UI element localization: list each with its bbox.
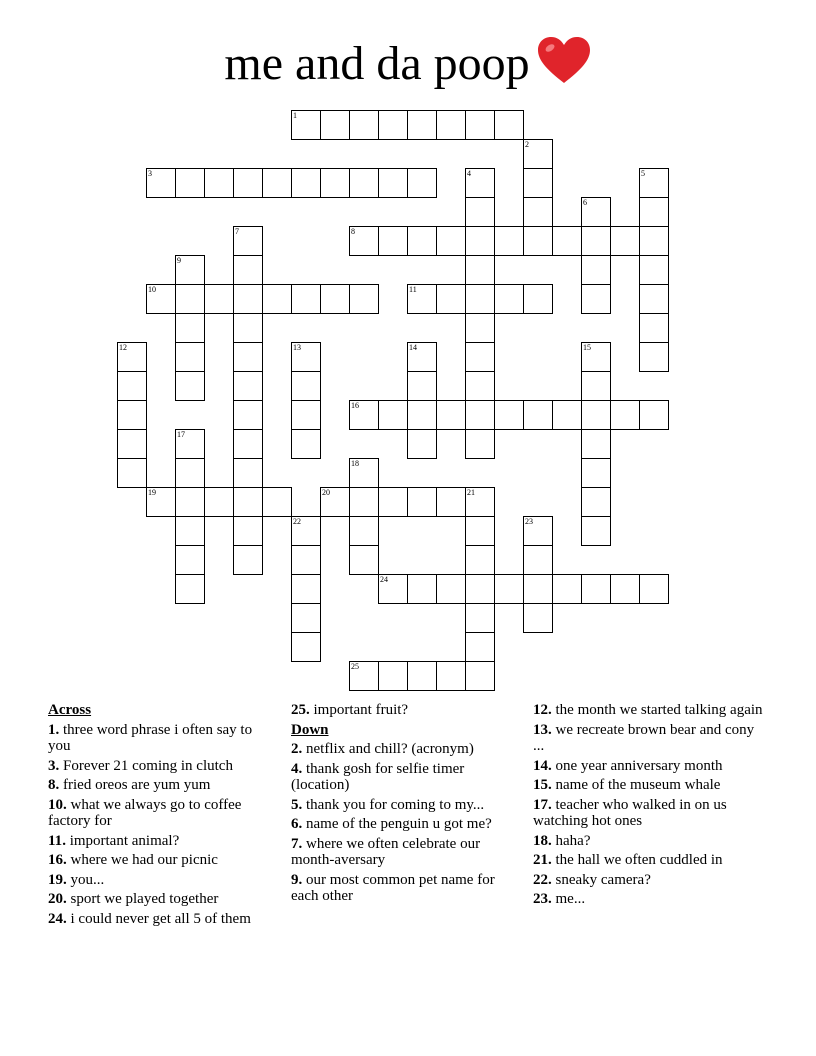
- grid-cell[interactable]: [465, 284, 495, 314]
- grid-cell[interactable]: [146, 168, 176, 198]
- clue-text: what we always go to coffee factory for: [48, 796, 242, 829]
- grid-cell[interactable]: [262, 168, 292, 198]
- clue-text: the hall we often cuddled in: [555, 852, 723, 868]
- grid-cell[interactable]: [407, 574, 437, 604]
- grid-cell[interactable]: [291, 603, 321, 633]
- grid-cell[interactable]: [581, 197, 611, 227]
- grid-cell[interactable]: [291, 371, 321, 401]
- grid-cell[interactable]: [233, 226, 263, 256]
- grid-cell[interactable]: [146, 487, 176, 517]
- grid-cell[interactable]: [465, 429, 495, 459]
- grid-cell[interactable]: [465, 342, 495, 372]
- grid-cell[interactable]: [581, 487, 611, 517]
- grid-cell[interactable]: [407, 487, 437, 517]
- cell-number: 4: [467, 169, 471, 178]
- grid-cell[interactable]: [639, 313, 669, 343]
- cell-number: 6: [583, 198, 587, 207]
- clue-number: 13.: [533, 721, 556, 738]
- grid-cell[interactable]: [523, 168, 553, 198]
- grid-cell[interactable]: [407, 284, 437, 314]
- clue-text: sport we played together: [70, 891, 219, 907]
- grid-cell[interactable]: [407, 429, 437, 459]
- clue-text: sneaky camera?: [555, 871, 651, 888]
- across-heading: Across: [48, 702, 92, 718]
- grid-cell[interactable]: [552, 574, 582, 604]
- cell-number: 13: [293, 343, 301, 352]
- grid-cell[interactable]: [291, 342, 321, 372]
- grid-cell[interactable]: [523, 574, 553, 604]
- across-clue: [48, 911, 278, 928]
- clue-text: where we had our picnic: [70, 852, 218, 868]
- grid-cell[interactable]: [465, 110, 495, 140]
- clue-text: Forever 21 coming in clutch: [63, 757, 233, 774]
- grid-cell[interactable]: [117, 429, 147, 459]
- cell-number: 23: [525, 517, 533, 526]
- grid-cell[interactable]: [233, 371, 263, 401]
- clue-number: 2.: [291, 741, 306, 757]
- grid-cell[interactable]: [175, 545, 205, 575]
- down-clue: [291, 761, 521, 794]
- grid-cell[interactable]: [117, 371, 147, 401]
- clue-number: 5.: [291, 796, 306, 813]
- clue-text: thank you for coming to my...: [306, 796, 485, 813]
- grid-cell[interactable]: [291, 284, 321, 314]
- grid-cell[interactable]: [175, 516, 205, 546]
- cell-number: 1: [293, 111, 297, 120]
- down-heading: Down: [291, 721, 329, 738]
- grid-cell[interactable]: [349, 400, 379, 430]
- grid-cell[interactable]: [204, 168, 234, 198]
- grid-cell[interactable]: [233, 487, 263, 517]
- grid-cell[interactable]: [639, 226, 669, 256]
- clue-number: 7.: [291, 835, 306, 852]
- clue-text: three word phrase i often say to you: [48, 721, 253, 754]
- cell-number: 16: [351, 401, 359, 410]
- clues-column-2: [291, 702, 521, 908]
- grid-cell[interactable]: [436, 574, 466, 604]
- cell-number: 18: [351, 459, 359, 468]
- clue-number: 24.: [48, 910, 71, 927]
- clue-number: 19.: [48, 871, 71, 888]
- grid-cell[interactable]: [320, 110, 350, 140]
- grid-cell[interactable]: [291, 110, 321, 140]
- across-clue: [48, 777, 278, 794]
- clue-number: 8.: [48, 777, 63, 793]
- grid-cell[interactable]: [233, 342, 263, 372]
- cell-number: 9: [177, 256, 181, 265]
- down-clue: [533, 758, 763, 775]
- grid-cell[interactable]: [552, 400, 582, 430]
- down-clue: [533, 777, 763, 794]
- grid-cell[interactable]: [465, 661, 495, 691]
- grid-cell[interactable]: [436, 487, 466, 517]
- cell-number: 20: [322, 488, 330, 497]
- grid-cell[interactable]: [494, 226, 524, 256]
- grid-cell[interactable]: [407, 342, 437, 372]
- clue-number: 18.: [533, 832, 556, 849]
- grid-cell[interactable]: [465, 400, 495, 430]
- down-clue: [533, 852, 763, 869]
- grid-cell[interactable]: [204, 284, 234, 314]
- down-clue: [533, 872, 763, 889]
- clue-text: fried oreos are yum yum: [63, 777, 211, 793]
- grid-cell[interactable]: [581, 429, 611, 459]
- cell-number: 19: [148, 488, 156, 497]
- down-clue: [533, 722, 763, 755]
- grid-cell[interactable]: [581, 255, 611, 285]
- grid-cell[interactable]: [291, 516, 321, 546]
- clue-number: 15.: [533, 777, 556, 793]
- grid-cell[interactable]: [494, 400, 524, 430]
- across-clue: [291, 702, 521, 719]
- grid-cell[interactable]: [175, 371, 205, 401]
- cell-number: 3: [148, 169, 152, 178]
- grid-cell[interactable]: [320, 168, 350, 198]
- grid-cell[interactable]: [349, 110, 379, 140]
- grid-cell[interactable]: [175, 168, 205, 198]
- clue-text: where we often celebrate our month-aversary: [291, 835, 481, 868]
- grid-cell[interactable]: [639, 574, 669, 604]
- grid-cell[interactable]: [407, 226, 437, 256]
- grid-cell[interactable]: [523, 545, 553, 575]
- grid-cell[interactable]: [233, 400, 263, 430]
- grid-cell[interactable]: [291, 168, 321, 198]
- grid-cell[interactable]: [175, 487, 205, 517]
- cell-number: 15: [583, 343, 591, 352]
- grid-cell[interactable]: [407, 168, 437, 198]
- clue-number: 12.: [533, 702, 556, 718]
- grid-cell[interactable]: [175, 284, 205, 314]
- grid-cell[interactable]: [378, 574, 408, 604]
- down-clue: [291, 797, 521, 814]
- grid-cell[interactable]: [436, 284, 466, 314]
- clue-text: our most common pet name for each other: [291, 871, 495, 904]
- grid-cell[interactable]: [291, 632, 321, 662]
- grid-cell[interactable]: [349, 458, 379, 488]
- clue-number: 22.: [533, 871, 556, 888]
- grid-cell[interactable]: [117, 400, 147, 430]
- grid-cell[interactable]: [465, 632, 495, 662]
- grid-cell[interactable]: [639, 168, 669, 198]
- clue-number: 21.: [533, 852, 556, 868]
- grid-cell[interactable]: [378, 487, 408, 517]
- grid-cell[interactable]: [494, 110, 524, 140]
- grid-cell[interactable]: [465, 226, 495, 256]
- grid-cell[interactable]: [639, 342, 669, 372]
- cell-number: 7: [235, 227, 239, 236]
- clue-text: you...: [70, 871, 105, 888]
- grid-cell[interactable]: [175, 574, 205, 604]
- grid-cell[interactable]: [291, 400, 321, 430]
- across-clue: [48, 872, 278, 889]
- grid-cell[interactable]: [233, 458, 263, 488]
- page-title: [0, 34, 816, 94]
- grid-cell[interactable]: [610, 226, 640, 256]
- grid-cell[interactable]: [378, 400, 408, 430]
- grid-cell[interactable]: [349, 545, 379, 575]
- down-clue: [291, 836, 521, 869]
- clue-text: haha?: [555, 832, 591, 849]
- clues-column-3: [533, 702, 763, 911]
- grid-cell[interactable]: [465, 574, 495, 604]
- grid-cell[interactable]: [378, 110, 408, 140]
- down-clue: [533, 702, 763, 719]
- grid-cell[interactable]: [349, 168, 379, 198]
- clue-number: 16.: [48, 852, 71, 868]
- grid-cell[interactable]: [117, 458, 147, 488]
- grid-cell[interactable]: [436, 661, 466, 691]
- grid-cell[interactable]: [233, 255, 263, 285]
- grid-cell[interactable]: [175, 429, 205, 459]
- grid-cell[interactable]: [233, 284, 263, 314]
- grid-cell[interactable]: [523, 400, 553, 430]
- cell-number: 24: [380, 575, 388, 584]
- grid-cell[interactable]: [378, 661, 408, 691]
- grid-cell[interactable]: [523, 197, 553, 227]
- grid-cell[interactable]: [639, 255, 669, 285]
- grid-cell[interactable]: [320, 284, 350, 314]
- cell-number: 17: [177, 430, 185, 439]
- grid-cell[interactable]: [523, 139, 553, 169]
- grid-cell[interactable]: [639, 400, 669, 430]
- grid-cell[interactable]: [262, 284, 292, 314]
- cell-number: 14: [409, 343, 417, 352]
- clue-number: 3.: [48, 757, 63, 774]
- grid-cell[interactable]: [291, 429, 321, 459]
- grid-cell[interactable]: [436, 110, 466, 140]
- grid-cell[interactable]: [465, 371, 495, 401]
- across-clue: [48, 891, 278, 908]
- cell-number: 21: [467, 488, 475, 497]
- grid-cell[interactable]: [233, 516, 263, 546]
- grid-cell[interactable]: [407, 661, 437, 691]
- grid-cell[interactable]: [581, 458, 611, 488]
- grid-cell[interactable]: [407, 400, 437, 430]
- clue-number: 11.: [48, 832, 70, 849]
- clue-number: 17.: [533, 796, 556, 813]
- grid-cell[interactable]: [581, 371, 611, 401]
- grid-cell[interactable]: [639, 197, 669, 227]
- grid-cell[interactable]: [581, 574, 611, 604]
- title-text: me and da poop: [224, 37, 530, 90]
- grid-cell[interactable]: [581, 342, 611, 372]
- grid-cell[interactable]: [233, 313, 263, 343]
- clue-number: 9.: [291, 871, 306, 888]
- grid-cell[interactable]: [465, 487, 495, 517]
- clue-number: 23.: [533, 891, 556, 907]
- cell-number: 12: [119, 343, 127, 352]
- cell-number: 5: [641, 169, 645, 178]
- grid-cell[interactable]: [523, 226, 553, 256]
- clues-column-1: [48, 702, 278, 930]
- clue-text: teacher who walked in on us watching hot ones: [533, 796, 727, 829]
- across-clue: [48, 797, 278, 830]
- clue-text: me...: [555, 891, 586, 907]
- grid-cell[interactable]: [639, 284, 669, 314]
- clue-number: 14.: [533, 757, 556, 774]
- grid-cell[interactable]: [465, 168, 495, 198]
- grid-cell[interactable]: [233, 545, 263, 575]
- grid-cell[interactable]: [291, 574, 321, 604]
- clue-text: important fruit?: [313, 702, 409, 718]
- grid-cell[interactable]: [349, 226, 379, 256]
- down-clue: [533, 833, 763, 850]
- grid-cell[interactable]: [117, 342, 147, 372]
- grid-cell[interactable]: [262, 487, 292, 517]
- grid-cell[interactable]: [320, 487, 350, 517]
- grid-cell[interactable]: [523, 516, 553, 546]
- clue-text: the month we started talking again: [555, 702, 763, 718]
- grid-cell[interactable]: [204, 487, 234, 517]
- clue-text: name of the penguin u got me?: [306, 816, 492, 832]
- across-clue: [48, 833, 278, 850]
- grid-cell[interactable]: [378, 168, 408, 198]
- clue-text: we recreate brown bear and cony ...: [533, 721, 755, 754]
- grid-cell[interactable]: [175, 255, 205, 285]
- down-clue: [533, 797, 763, 830]
- clue-number: 20.: [48, 891, 71, 907]
- down-clue: [291, 741, 521, 758]
- clue-text: thank gosh for selfie timer (location): [291, 760, 465, 793]
- cell-number: 8: [351, 227, 355, 236]
- red-heart-icon: [536, 35, 592, 85]
- clue-number: 6.: [291, 816, 306, 832]
- grid-cell[interactable]: [465, 255, 495, 285]
- grid-cell[interactable]: [436, 400, 466, 430]
- grid-cell[interactable]: [494, 574, 524, 604]
- cell-number: 11: [409, 285, 417, 294]
- grid-cell[interactable]: [349, 516, 379, 546]
- grid-cell[interactable]: [349, 284, 379, 314]
- grid-cell[interactable]: [233, 429, 263, 459]
- clue-number: 10.: [48, 796, 71, 813]
- clue-text: netflix and chill? (acronym): [306, 741, 474, 757]
- grid-cell[interactable]: [494, 284, 524, 314]
- clue-text: one year anniversary month: [555, 757, 723, 774]
- grid-cell[interactable]: [175, 313, 205, 343]
- grid-cell[interactable]: [465, 197, 495, 227]
- clue-text: name of the museum whale: [555, 777, 721, 793]
- grid-cell[interactable]: [465, 603, 495, 633]
- clue-number: 25.: [291, 702, 314, 718]
- grid-cell[interactable]: [407, 371, 437, 401]
- grid-cell[interactable]: [233, 168, 263, 198]
- grid-cell[interactable]: [581, 284, 611, 314]
- cell-number: 10: [148, 285, 156, 294]
- down-clue: [291, 872, 521, 905]
- grid-cell[interactable]: [175, 458, 205, 488]
- down-clue: [533, 891, 763, 908]
- clue-text: important animal?: [69, 832, 180, 849]
- grid-cell[interactable]: [610, 400, 640, 430]
- grid-cell[interactable]: [581, 516, 611, 546]
- cell-number: 25: [351, 662, 359, 671]
- grid-cell[interactable]: [581, 226, 611, 256]
- grid-cell[interactable]: [407, 110, 437, 140]
- grid-cell[interactable]: [465, 313, 495, 343]
- grid-cell[interactable]: [146, 284, 176, 314]
- clue-text: i could never get all 5 of them: [70, 910, 251, 927]
- clue-number: 4.: [291, 760, 306, 777]
- grid-cell[interactable]: [465, 545, 495, 575]
- cell-number: 2: [525, 140, 529, 149]
- grid-cell[interactable]: [523, 603, 553, 633]
- grid-cell[interactable]: [523, 284, 553, 314]
- grid-cell[interactable]: [436, 226, 466, 256]
- grid-cell[interactable]: [465, 516, 495, 546]
- across-clue: [48, 722, 278, 755]
- grid-cell[interactable]: [378, 226, 408, 256]
- cell-number: 22: [293, 517, 301, 526]
- grid-cell[interactable]: [175, 342, 205, 372]
- grid-cell[interactable]: [552, 226, 582, 256]
- down-clue: [291, 816, 521, 833]
- clue-number: 1.: [48, 721, 63, 738]
- grid-cell[interactable]: [349, 661, 379, 691]
- grid-cell[interactable]: [581, 400, 611, 430]
- across-clue: [48, 852, 278, 869]
- grid-cell[interactable]: [349, 487, 379, 517]
- grid-cell[interactable]: [291, 545, 321, 575]
- grid-cell[interactable]: [610, 574, 640, 604]
- across-clue: [48, 758, 278, 775]
